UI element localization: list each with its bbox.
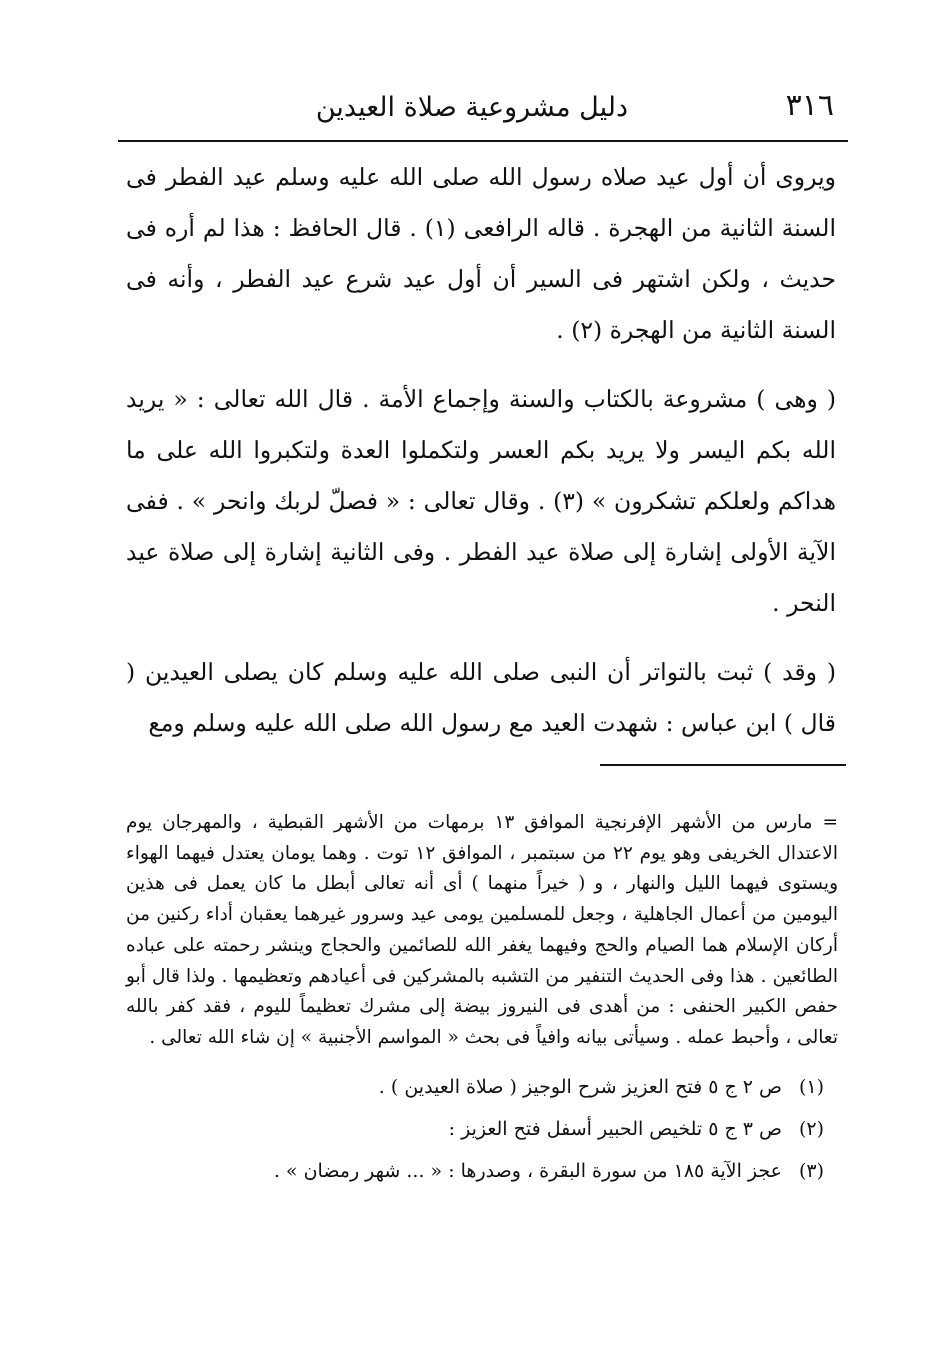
page-number: ٣١٦: [785, 88, 834, 123]
footnote-number: (٢): [798, 1117, 824, 1140]
paragraph-legitimacy: ( وهى ) مشروعة بالكتاب والسنة وإجماع الأمة . قال الله تعالى : « يريد الله بكم اليسر ولا يريد بكم العسر ولتكملوا العدة ولتكبروا الله على ما هداكم ولعلكم تشكرون » (٣) . وقال تعالى : « فصلّ لربك وانحر » . ففى الآية الأولى إشارة إلى صلاة عيد الفطر . وفى الثانية إشارة إلى صلاة عيد النحر .: [126, 385, 836, 617]
paragraph-tawatur: ( وقد ) ثبت بالتواتر أن النبى صلى الله عليه وسلم كان يصلى العيدين ( قال ) ابن عباس : شهدت العيد مع رسول الله صلى الله عليه وسلم ومع: [126, 658, 836, 737]
footnote-item: [126, 1150, 838, 1192]
running-title: دليل مشروعية صلاة العيدين: [315, 92, 628, 123]
footnote-continued: = مارس من الأشهر الإفرنجية الموافق ١٣ برمهات من الأشهر القبطية ، والمهرجان يوم الاعتدال الخريفى وهو يوم ٢٢ من سبتمبر ، الموافق ١٢ توت . وهما يومان يعتدل فيهما الهواء ويستوى فيهما الليل والنهار ، و ( خيراً منهما ) أى أنه تعالى أبطل ما كان يعمل فى هذين اليومين من أعمال الجاهلية ، وجعل للمسلمين يومى عيد وسرور غيرهما يعقبان أداء ركنين من أركان الإسلام هما الصيام والحج وفيهما يغفر الله للصائمين والحجاج وينشر رحمته على عباده الطائعين . هذا وفى الحديث التنفير من التشبه بالمشركين فى أعيادهم وتعظيمها . ولذا قال أبو حفص الكبير الحنفى : من أهدى فى النيروز بيضة إلى مشرك تعظيماً لليوم ، فقد كفر بالله تعالى ، وأحبط عمله . وسيأتى بيانه وافياً فى بحث « المواسم الأجنبية » إن شاء الله تعالى .: [126, 812, 838, 1048]
footnote-number: (١): [798, 1075, 824, 1098]
footnote-item: [126, 1066, 838, 1108]
footnotes: [126, 808, 838, 1192]
main-text: [126, 152, 836, 749]
paragraph-first-eid: ويروى أن أول عيد صلاه رسول الله صلى الله عليه وسلم عيد الفطر فى السنة الثانية من الهجرة . قاله الرافعى (١) . قال الحافظ : هذا لم أره فى حديث ، ولكن اشتهر فى السير أن أول عيد شرع عيد الفطر ، وأنه فى السنة الثانية من الهجرة (٢) .: [126, 163, 836, 344]
footnote-text: ص ٣ ج ٥ تلخيص الحبير أسفل فتح العزيز :: [448, 1117, 782, 1140]
footnote-list: [126, 1066, 838, 1192]
footnote-text: ص ٢ ج ٥ فتح العزيز شرح الوجيز ( صلاة العيدين ) .: [378, 1075, 782, 1098]
footnote-number: (٣): [798, 1159, 824, 1182]
footnote-separator: [600, 764, 846, 766]
footnote-text: عجز الآية ١٨٥ من سورة البقرة ، وصدرها : « ... شهر رمضان » .: [273, 1159, 782, 1182]
running-header: [120, 82, 840, 132]
header-rule: [118, 140, 848, 142]
footnote-item: [126, 1108, 838, 1150]
